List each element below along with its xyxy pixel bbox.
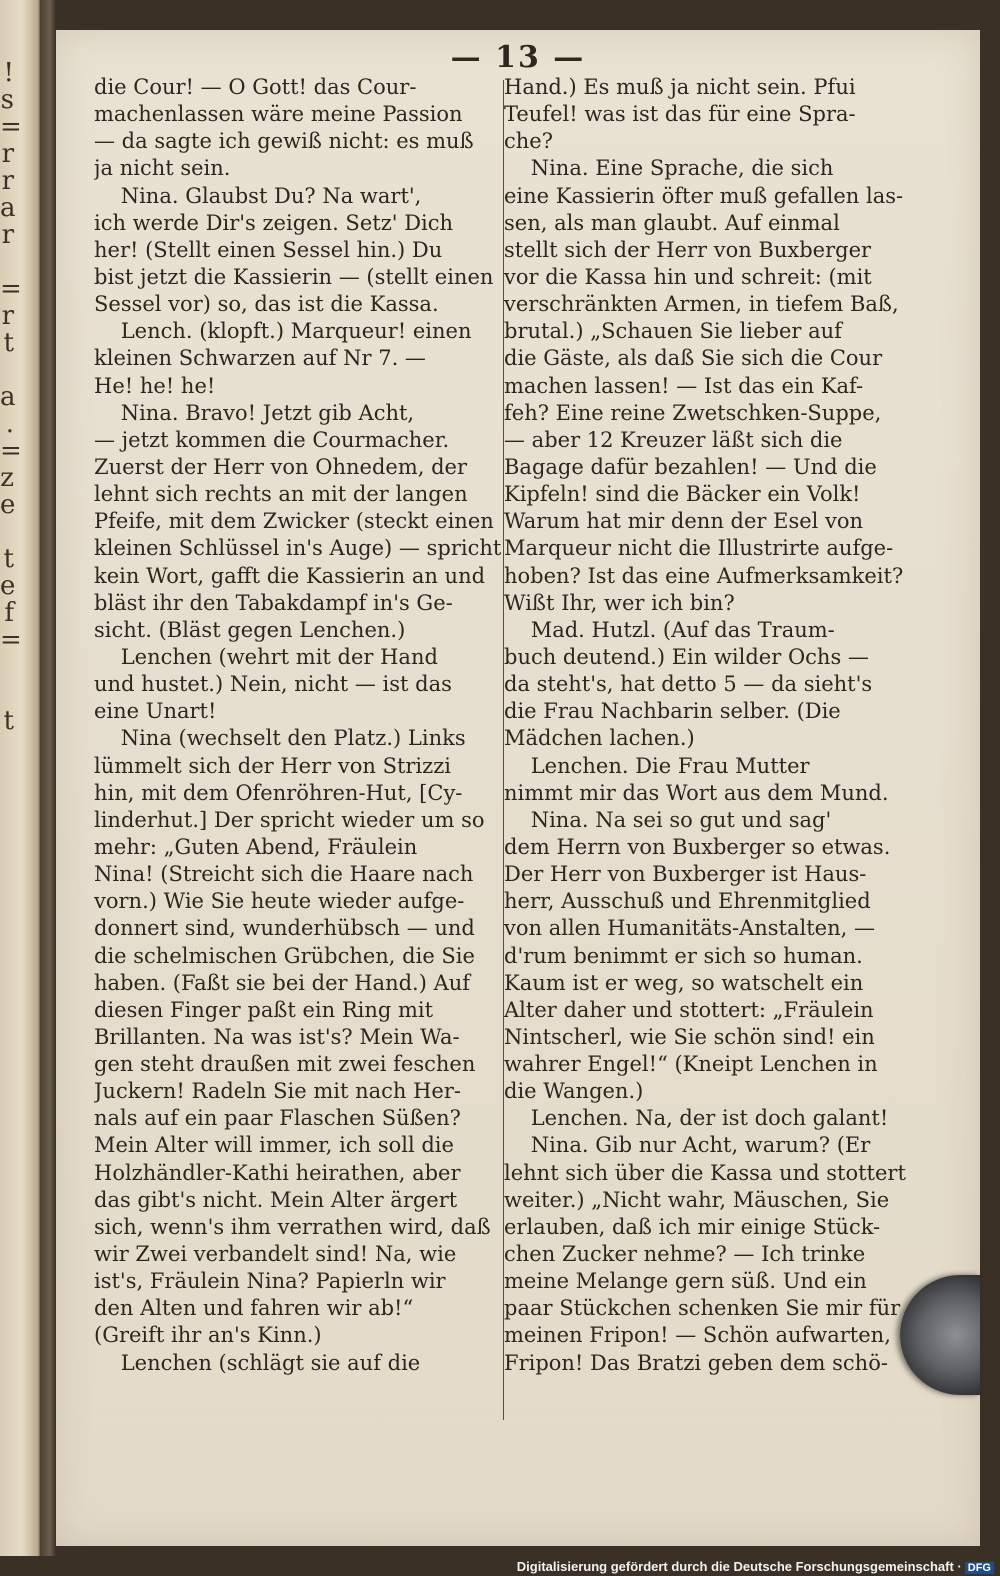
left-column-line: kleinen Schlüssel in's Auge) — spricht <box>94 536 502 561</box>
edge-char <box>0 249 14 276</box>
right-column-line: nimmt mir das Wort aus dem Mund. <box>504 780 889 805</box>
right-column-line: Der Herr von Buxberger ist Haus- <box>504 862 867 887</box>
dfg-logo: DFG <box>965 1562 994 1574</box>
edge-char: = <box>0 436 22 466</box>
left-column-line: Pfeife, mit dem Zwicker (steckt einen <box>94 509 494 534</box>
edge-char: r <box>1 139 14 169</box>
left-column-line: Nina. Bravo! Jetzt gib Acht, <box>94 400 415 425</box>
left-column-line: Lench. (klopft.) Marqueur! einen <box>94 319 472 344</box>
left-column-line: den Alten und fahren wir ab!“ <box>94 1296 414 1321</box>
left-column-line: Brillanten. Na was ist's? Mein Wa- <box>94 1024 460 1049</box>
left-column-line: bist jetzt die Kassierin — (stellt einen <box>94 264 494 289</box>
right-column-line: Kaum ist er weg, so watschelt ein <box>504 970 864 995</box>
left-column-line: ist's, Fräulein Nina? Papierln wir <box>94 1269 446 1294</box>
right-column-line: eine Kassierin öfter muß gefallen las- <box>504 183 904 208</box>
right-column-line: dem Herrn von Buxberger so etwas. <box>504 834 891 859</box>
right-column-line: Lenchen. Na, der ist doch galant! <box>504 1106 889 1131</box>
right-column-line: wahrer Engel!“ (Kneipt Lenchen in <box>504 1052 878 1077</box>
edge-char: r <box>1 166 14 196</box>
left-column-line: eine Unart! <box>94 699 217 724</box>
left-column-line: sich, wenn's ihm verrathen wird, daß <box>94 1214 491 1239</box>
left-column-line: Sessel vor) so, das ist die Kassa. <box>94 292 439 317</box>
left-column-line: Zuerst der Herr von Ohnedem, der <box>94 454 467 479</box>
footer-bar <box>0 1556 1000 1576</box>
right-column-line: stellt sich der Herr von Buxberger <box>504 237 872 262</box>
edge-char: e <box>0 571 16 601</box>
edge-char: a <box>0 382 16 412</box>
edge-char: e <box>0 490 16 520</box>
edge-char <box>0 357 14 384</box>
right-column-line: vor die Kassa hin und schreit: (mit <box>504 264 872 289</box>
left-column-line: linderhut.] Der spricht wieder um so <box>94 807 485 832</box>
left-column-line: kein Wort, gafft die Kassierin an und <box>94 563 486 588</box>
right-column-line: paar Stückchen schenken Sie mir für <box>504 1296 901 1321</box>
right-column-line: da steht's, hat detto 5 — da sieht's <box>504 672 873 697</box>
right-column-line: d'rum benimmt er sich so human. <box>504 943 863 968</box>
right-column-line: Nintscherl, wie Sie schön sind! ein <box>504 1024 875 1049</box>
left-column-line: wir Zwei verbandelt sind! Na, wie <box>94 1242 457 1267</box>
right-column-line: lehnt sich über die Kassa und stottert <box>504 1160 906 1185</box>
right-column-line: Alter daher und stottert: „Fräulein <box>504 997 874 1022</box>
left-column-line: die schelmischen Grübchen, die Sie <box>94 943 475 968</box>
edge-char <box>0 654 14 681</box>
right-column-line: Warum hat mir denn der Esel von <box>504 509 864 534</box>
left-column-line: machenlassen wäre meine Passion <box>94 102 463 127</box>
edge-char: s <box>0 85 14 115</box>
edge-char: . <box>5 409 14 439</box>
edge-char: = <box>0 625 22 655</box>
left-column-line: diesen Finger paßt ein Ring mit <box>94 997 434 1022</box>
left-column-line: mehr: „Guten Abend, Fräulein <box>94 834 418 859</box>
right-column-line: Lenchen. Die Frau Mutter <box>504 753 810 778</box>
edge-char: t <box>3 706 14 736</box>
edge-char: z <box>0 463 14 493</box>
right-column-line: verschränkten Armen, in tiefem Baß, <box>504 292 899 317</box>
right-column-line: meinen Fripon! — Schön aufwarten, <box>504 1323 891 1348</box>
footer-credit <box>517 1559 994 1574</box>
right-column-line: Hand.) Es muß ja nicht sein. Pfui <box>504 75 856 99</box>
right-column-line: sen, als man glaubt. Auf einmal <box>504 210 840 235</box>
left-column-line: das gibt's nicht. Mein Alter ärgert <box>94 1187 458 1212</box>
left-column-line: gen steht draußen mit zwei feschen <box>94 1052 476 1077</box>
left-column-line: kleinen Schwarzen auf Nr 7. — <box>94 346 426 371</box>
left-column-line: lümmelt sich der Herr von Strizzi <box>94 753 451 778</box>
right-column-line: Fripon! Das Bratzi geben dem schö- <box>504 1350 888 1375</box>
right-column-line: Nina. Gib nur Acht, warum? (Er <box>504 1133 871 1158</box>
edge-char: t <box>3 544 14 574</box>
right-column-line: Nina. Eine Sprache, die sich <box>504 156 834 181</box>
edge-char: t <box>3 328 14 358</box>
previous-page-edge-text <box>0 58 22 762</box>
right-column-line: Wißt Ihr, wer ich bin? <box>504 590 735 615</box>
right-column-line: Kipfeln! sind die Bäcker ein Volk! <box>504 482 861 507</box>
previous-page-edge <box>0 0 40 1576</box>
left-column-line: — da sagte ich gewiß nicht: es muß <box>94 129 474 154</box>
edge-char <box>0 681 14 708</box>
edge-char <box>0 735 14 762</box>
right-column-line: buch deutend.) Ein wilder Ochs — <box>504 644 869 669</box>
edge-char: r <box>1 220 14 250</box>
left-column-line: Nina (wechselt den Platz.) Links <box>94 726 466 751</box>
right-column-line: Mad. Hutzl. (Auf das Traum- <box>504 617 835 642</box>
left-column <box>94 74 502 1377</box>
right-column-line: herr, Ausschuß und Ehrenmitglied <box>504 889 871 914</box>
left-column-line: her! (Stellt einen Sessel hin.) Du <box>94 237 443 262</box>
page <box>56 30 980 1546</box>
right-column-line: — aber 12 Kreuzer läßt sich die <box>504 427 843 452</box>
left-column-line: He! he! he! <box>94 373 216 398</box>
edge-char: = <box>0 274 22 304</box>
left-column-line: nals auf ein paar Flaschen Süßen? <box>94 1106 461 1131</box>
page-number: — 13 — <box>450 40 586 75</box>
left-column-line: Nina! (Streicht sich die Haare nach <box>94 862 474 887</box>
edge-char: ! <box>3 58 14 88</box>
left-column-line: vorn.) Wie Sie heute wieder aufge- <box>94 889 465 914</box>
right-column-line: weiter.) „Nicht wahr, Mäuschen, Sie <box>504 1187 890 1212</box>
left-column-line: hin, mit dem Ofenröhren-Hut, [Cy- <box>94 780 463 805</box>
right-column-line: che? <box>504 129 553 154</box>
right-column <box>504 74 952 1377</box>
right-column-line: Teufel! was ist das für eine Spra- <box>504 102 856 127</box>
footer-credit-text: Digitalisierung gefördert durch die Deutsche Forschungsgemeinschaft · <box>516 1559 962 1574</box>
left-column-line: ja nicht sein. <box>94 156 231 181</box>
left-column-line: Mein Alter will immer, ich soll die <box>94 1133 454 1158</box>
left-column-line: — jetzt kommen die Courmacher. <box>94 427 450 452</box>
right-column-line: chen Zucker nehme? — Ich trinke <box>504 1242 866 1267</box>
right-column-line: die Wangen.) <box>504 1079 644 1104</box>
right-column-line: feh? Eine reine Zwetschken-Suppe, <box>504 400 882 425</box>
right-column-line: Marqueur nicht die Illustrirte aufge- <box>504 536 894 561</box>
left-column-line: Juckern! Radeln Sie mit nach Her- <box>94 1079 461 1104</box>
left-column-line: Nina. Glaubst Du? Na wart', <box>94 183 422 208</box>
edge-char: f <box>4 598 14 628</box>
right-column-line: Bagage dafür bezahlen! — Und die <box>504 454 877 479</box>
left-column-line: und hustet.) Nein, nicht — ist das <box>94 672 452 697</box>
left-column-line: haben. (Faßt sie bei der Hand.) Auf <box>94 970 471 995</box>
left-column-line: lehnt sich rechts an mit der langen <box>94 482 468 507</box>
left-column-line: sicht. (Bläst gegen Lenchen.) <box>94 617 406 642</box>
left-column-line: (Greift ihr an's Kinn.) <box>94 1323 322 1348</box>
left-column-line: Lenchen (schlägt sie auf die <box>94 1350 421 1375</box>
edge-char: r <box>1 301 14 331</box>
right-column-line: meine Melange gern süß. Und ein <box>504 1269 867 1294</box>
right-column-line: hoben? Ist das eine Aufmerksamkeit? <box>504 563 904 588</box>
left-column-line: die Cour! — O Gott! das Cour- <box>94 75 417 99</box>
edge-char: = <box>0 112 22 142</box>
right-column-line: machen lassen! — Ist das ein Kaf- <box>504 373 864 398</box>
right-column-line: die Gäste, als daß Sie sich die Cour <box>504 346 883 371</box>
right-column-line: von allen Humanitäts-Anstalten, — <box>504 916 875 941</box>
edge-char <box>0 519 14 546</box>
right-column-line: brutal.) „Schauen Sie lieber auf <box>504 319 842 344</box>
right-column-line: die Frau Nachbarin selber. (Die <box>504 699 841 724</box>
left-column-line: donnert sind, wunderhübsch — und <box>94 916 475 941</box>
left-column-line: ich werde Dir's zeigen. Setz' Dich <box>94 210 454 235</box>
left-column-line: bläst ihr den Tabakdampf in's Ge- <box>94 590 453 615</box>
right-column-line: Nina. Na sei so gut und sag' <box>504 807 832 832</box>
left-column-line: Holzhändler-Kathi heirathen, aber <box>94 1160 461 1185</box>
right-column-line: erlauben, daß ich mir einige Stück- <box>504 1214 881 1239</box>
right-column-line: Mädchen lachen.) <box>504 726 695 751</box>
edge-char: a <box>0 193 16 223</box>
left-column-line: Lenchen (wehrt mit der Hand <box>94 644 438 669</box>
